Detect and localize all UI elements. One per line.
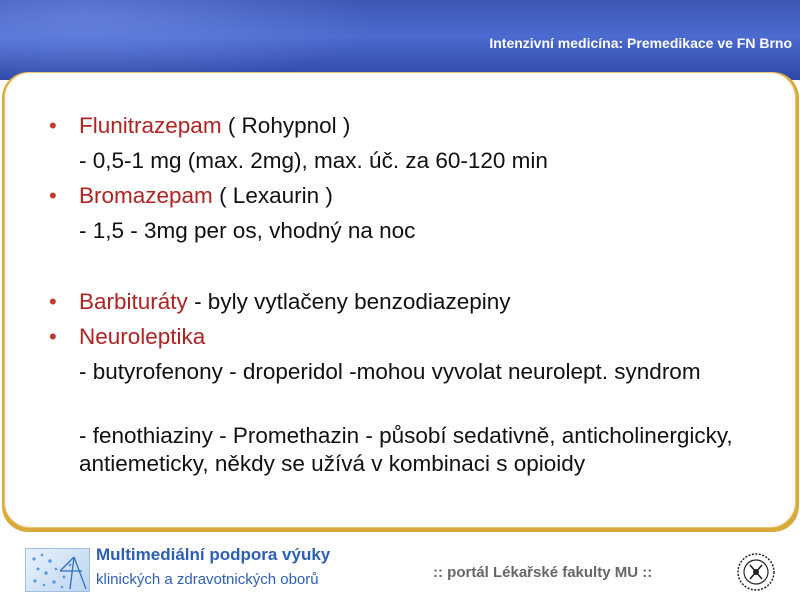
brand-name: ( Rohypnol ) [221,113,351,138]
list-subitem-phenothiazines [46,422,766,512]
list-subitem-flunitrazepam-dose [46,147,766,182]
subitem-text: - butyrofenony - droperidol -mohou vyvolat neurolept. syndrom [79,359,701,384]
header-bar [0,0,800,80]
brand-name: ( Lexaurin ) [212,183,333,208]
network-dots-icon [25,548,90,592]
faculty-emblem-icon [736,552,776,592]
drug-class-name: Neuroleptika [79,324,206,349]
list-spacer [46,253,766,288]
footer [0,540,800,600]
subitem-text: - fenothiaziny - Promethazin - působí sedativně, anticholinergicky, antiemeticky, někdy se užívá v kombinaci s opioidy [79,423,733,476]
footer-project-title: Multimediální podpora výuky [96,545,331,564]
drug-name: Bromazepam [79,183,213,208]
drug-name: Flunitrazepam [79,113,222,138]
list-item-flunitrazepam [46,112,766,147]
list-subitem-butyrophenones [46,358,766,422]
header-title: Intenzivní medicína: Premedikace ve FN Brno [489,35,792,51]
drug-class-name: Barbituráty [79,289,188,314]
list-subitem-bromazepam-dose [46,217,766,253]
drug-class-note: - byly vytlačeny benzodiazepiny [187,289,511,314]
footer-project-subtitle: klinických a zdravotnických oborů [96,571,319,588]
footer-portal-link[interactable]: :: portál Lékařské fakulty MU :: [433,564,653,581]
slide-content [46,112,766,512]
list-item-neuroleptics [46,323,766,358]
dose-text: - 0,5-1 mg (max. 2mg), max. úč. za 60-120 min [79,148,548,173]
list-item-barbiturates [46,288,766,323]
list-item-bromazepam [46,182,766,217]
dose-text: - 1,5 - 3mg per os, vhodný na noc [79,218,416,243]
header-glow [0,0,380,80]
